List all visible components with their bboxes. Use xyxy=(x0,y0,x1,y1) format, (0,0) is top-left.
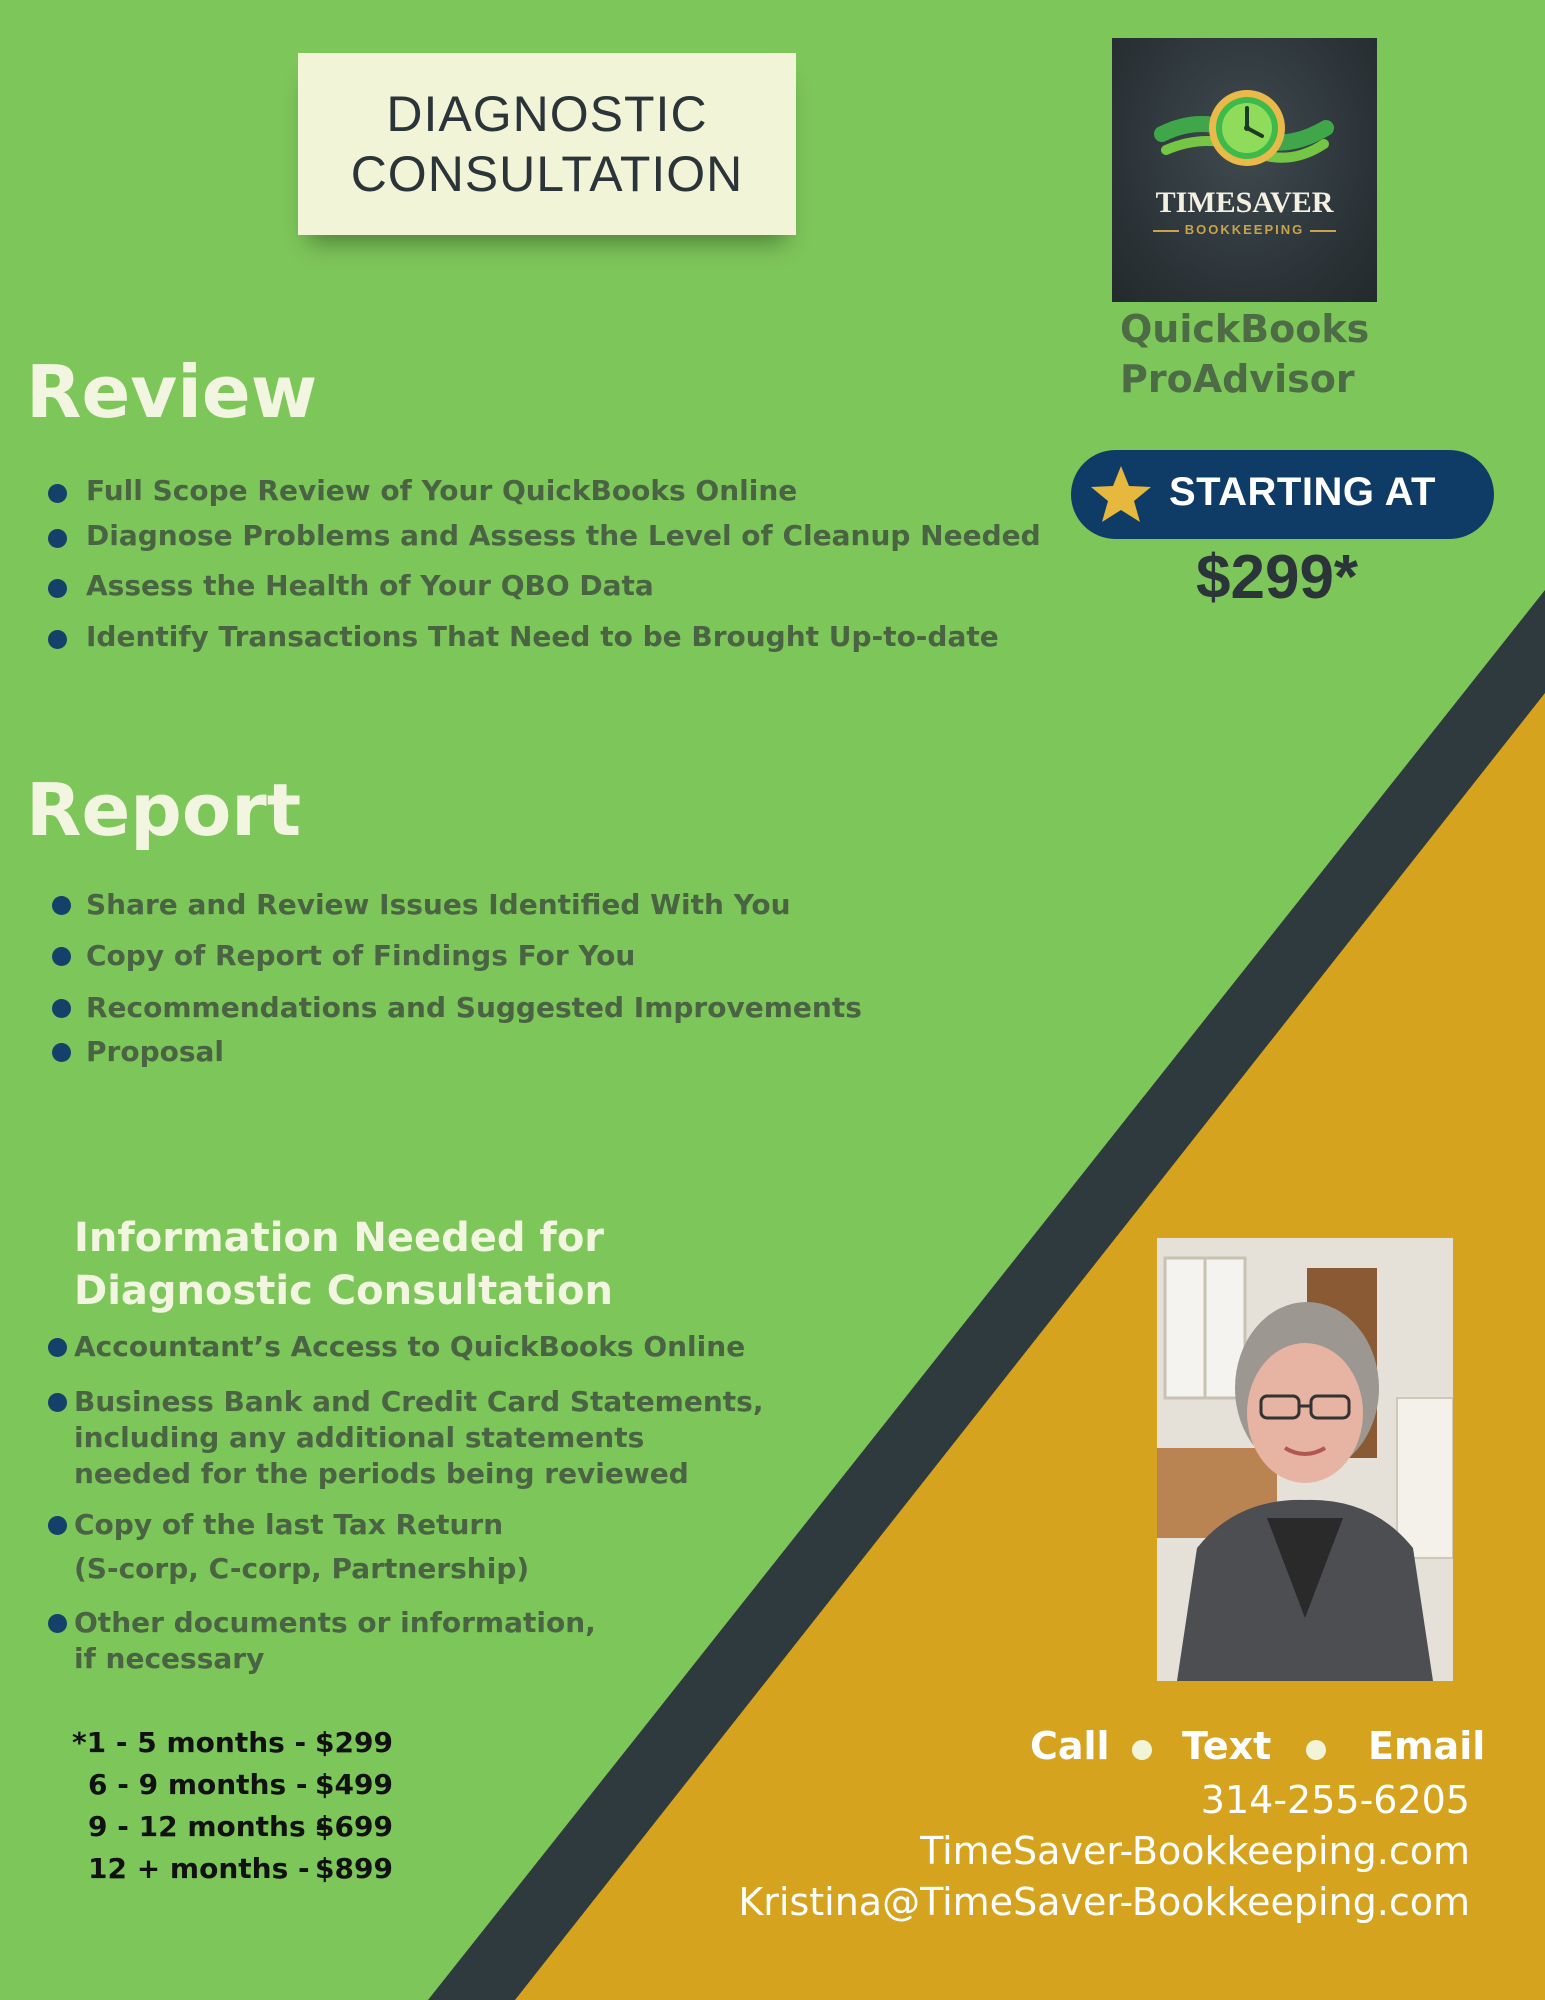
text-label: Text xyxy=(1182,1724,1272,1768)
starting-price: $299* xyxy=(1196,543,1359,612)
info-heading xyxy=(74,1212,613,1318)
logo-subtitle: BOOKKEEPING xyxy=(1112,222,1377,237)
flyer-page: DIAGNOSTIC CONSULTATION TIMESAVER BOOKKEEPING QuickBooks ProAdvisor STARTING AT $299* Review Full Scope Review of Your QuickBooks Online Diagnose Problems and Assess the Level of Cleanup Needed Assess the Health of Your QBO Data Identify Transactions That Need to be Brought Up-to-date Report Share and Review Issues Identified With You Copy of Report of Findings For You Recommendations and Suggested Improvements Proposal Information Needed for Diagnostic Consultation Accountant’s Access to QuickBooks Online Business Bank and Credit Card Statements, including any additional statements needed for the periods being reviewed Copy of the last Tax Return (S-corp, C-corp, Partnership) Other documents or information, if necessary *1 - 5 months - $299 6 - 9 months - $499 9 - 12 months - $699 12 + months - $899 Call Text Email 314-255-6205 TimeSaver-Bookkeeping.com Kristina@TimeSaver-Bookkeeping.com xyxy=(0,0,1545,2000)
email-label: Email xyxy=(1368,1724,1486,1768)
star-icon xyxy=(1089,462,1153,526)
separator-dot xyxy=(1132,1740,1152,1760)
call-label: Call xyxy=(1030,1724,1110,1768)
logo-name: TIMESAVER xyxy=(1155,186,1334,219)
profile-photo xyxy=(1157,1238,1453,1681)
title-line-1: DIAGNOSTIC xyxy=(386,86,708,142)
info-heading-line-2: Diagnostic Consultation xyxy=(74,1268,613,1314)
title-line-2: CONSULTATION xyxy=(350,146,744,202)
timesaver-logo xyxy=(1112,38,1377,302)
separator-dot xyxy=(1306,1740,1326,1760)
starting-at-badge xyxy=(1071,450,1494,539)
email-link[interactable]: Kristina@TimeSaver-Bookkeeping.com xyxy=(738,1880,1470,1924)
review-heading: Review xyxy=(26,350,318,434)
website-link[interactable]: TimeSaver-Bookkeeping.com xyxy=(920,1829,1470,1873)
clock-icon xyxy=(1112,38,1377,188)
report-heading: Report xyxy=(26,768,302,852)
info-heading-line-1: Information Needed for xyxy=(74,1215,605,1261)
proadvisor-line-1: QuickBooks xyxy=(1120,307,1370,351)
title-box xyxy=(298,53,796,235)
phone-number[interactable]: 314-255-6205 xyxy=(1200,1778,1470,1822)
contact-methods xyxy=(1030,1724,1486,1774)
starting-at-label: STARTING AT xyxy=(1169,470,1436,514)
proadvisor-label xyxy=(1120,304,1369,404)
proadvisor-line-2: ProAdvisor xyxy=(1120,357,1355,401)
